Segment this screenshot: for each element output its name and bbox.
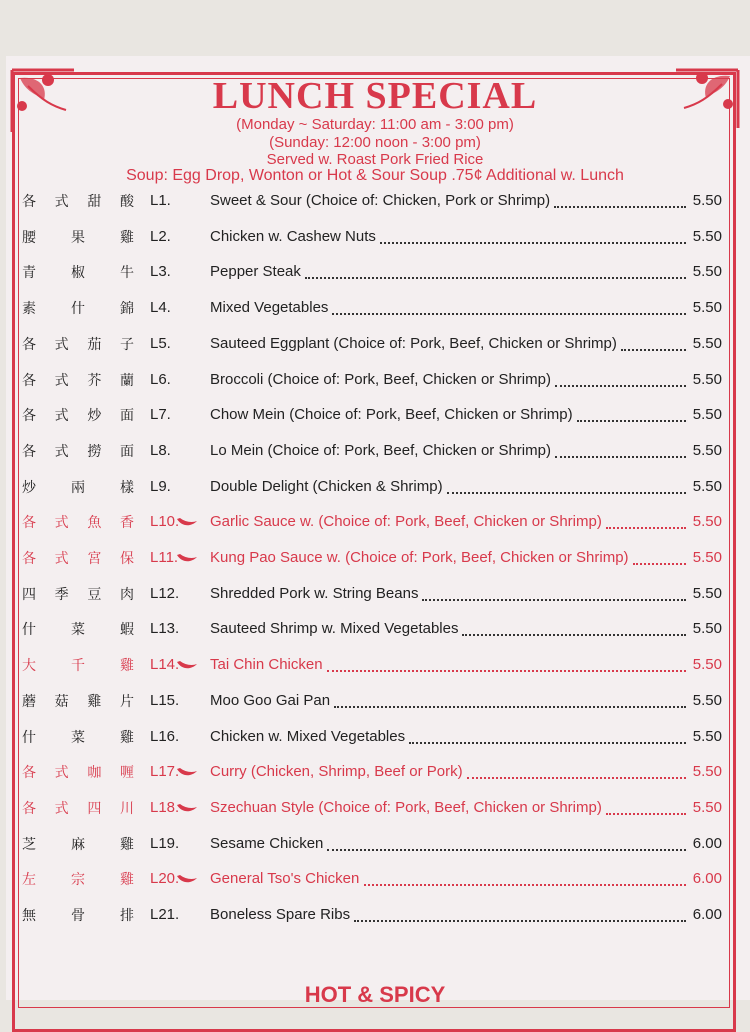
item-code: L13. [150,620,180,638]
dot-leader [555,454,686,458]
dot-leader [332,311,686,315]
item-chinese-name: 各 式 四 川 [22,800,134,817]
dot-leader [380,240,686,244]
dot-leader [409,740,686,744]
item-chinese-name: 大 千 雞 [22,658,134,675]
chili-pepper-icon [176,766,198,778]
item-code: L14. [150,656,180,674]
menu-item [0,684,750,718]
dot-leader [305,275,686,279]
item-chinese-name: 各 式 甜 酸 [22,194,134,210]
dot-leader [334,704,686,708]
item-name: Sauteed Eggplant (Choice of: Pork, Beef, Chicken or Shrimp) [210,334,617,352]
menu-item [0,577,750,611]
dot-leader [462,632,686,636]
item-chinese-name: 各 式 魚 香 [22,515,134,532]
item-price: 5.50 [692,763,722,781]
menu-item [0,541,750,575]
item-code: L17. [150,763,180,781]
dot-leader [633,561,686,565]
item-price: 5.50 [692,299,722,317]
hours-sunday: (Sunday: 12:00 noon - 3:00 pm) [269,134,481,151]
dot-leader [467,775,686,779]
item-price: 6.00 [692,834,722,852]
item-chinese-name: 四 季 豆 肉 [22,586,134,603]
menu-item [0,898,750,932]
item-name: Sesame Chicken [210,834,324,852]
item-chinese-name: 各 式 宮 保 [22,551,134,567]
menu-title: LUNCH SPECIAL [212,75,538,117]
item-code: L6. [150,370,171,388]
menu-item [0,255,750,289]
item-chinese-name: 素 什 錦 [22,301,134,318]
item-chinese-name: 無 骨 排 [22,908,134,924]
item-price: 5.50 [692,370,722,388]
item-chinese-name: 蘑 菇 雞 片 [22,693,134,710]
item-code: L2. [150,227,171,245]
item-code: L7. [150,406,171,424]
item-code: L4. [150,299,171,317]
item-price: 5.50 [692,227,722,245]
item-price: 5.50 [692,192,722,209]
item-name: Chow Mein (Choice of: Pork, Beef, Chicken or Shrimp) [210,406,573,424]
dot-leader [555,383,686,387]
dot-leader [327,847,686,851]
menu-item [0,398,750,432]
menu-item [0,505,750,539]
item-name: Tai Chin Chicken [210,656,323,674]
item-chinese-name: 腰 果 雞 [22,229,134,246]
menu-item [0,434,750,468]
item-chinese-name: 各 式 撈 面 [22,443,134,460]
item-price: 5.50 [692,620,722,638]
item-chinese-name: 什 菜 雞 [22,729,134,746]
item-name: Chicken w. Mixed Vegetables [210,727,406,745]
item-code: L19. [150,834,180,852]
item-code: L9. [150,477,171,495]
dot-leader [327,668,686,672]
item-price: 5.50 [692,656,722,674]
chili-pepper-icon [176,552,198,564]
dot-leader [354,918,686,922]
item-name: Boneless Spare Ribs [210,906,351,923]
chili-pepper-icon [176,659,198,671]
chili-pepper-icon [176,516,198,528]
item-code: L5. [150,334,171,352]
item-price: 5.50 [692,513,722,531]
item-name: Double Delight (Chicken & Shrimp) [210,477,443,495]
item-code: L21. [150,906,180,923]
menu-item [0,862,750,896]
item-price: 5.50 [692,263,722,281]
menu-item [0,363,750,397]
dot-leader [606,811,686,815]
item-price: 5.50 [692,691,722,709]
soup-note: Soup: Egg Drop, Wonton or Hot & Sour Soup .75¢ Additional w. Lunch [126,167,624,184]
item-name: Kung Pao Sauce w. (Choice of: Pork, Beef, Chicken or Shrimp) [210,549,629,566]
dot-leader [364,882,686,886]
item-price: 5.50 [692,549,722,566]
item-code: L16. [150,727,180,745]
item-price: 5.50 [692,798,722,816]
item-code: L18. [150,798,180,816]
item-price: 5.50 [692,406,722,424]
item-code: L1. [150,192,171,209]
item-chinese-name: 青 椒 牛 [22,265,134,282]
item-name: Curry (Chicken, Shrimp, Beef or Pork) [210,763,463,781]
menu-item [0,720,750,754]
item-chinese-name: 各 式 芥 蘭 [22,372,134,389]
item-name: Chicken w. Cashew Nuts [210,227,376,245]
item-chinese-name: 各 式 炒 面 [22,408,134,425]
item-chinese-name: 芝 麻 雞 [22,836,134,853]
dot-leader [422,597,686,601]
item-chinese-name: 左 宗 雞 [22,872,134,889]
menu-item [0,327,750,361]
item-chinese-name: 什 菜 蝦 [22,622,134,639]
menu-item [0,827,750,861]
item-price: 6.00 [692,870,722,888]
item-name: Sweet & Sour (Choice of: Chicken, Pork or Shrimp) [210,192,551,209]
item-name: Sauteed Shrimp w. Mixed Vegetables [210,620,459,638]
served-with: Served w. Roast Pork Fried Rice [266,151,484,168]
dot-leader [577,418,686,422]
menu-item [0,220,750,254]
item-code: L10. [150,513,180,531]
chili-pepper-icon [176,873,198,885]
item-code: L12. [150,584,180,602]
item-name: Szechuan Style (Choice of: Pork, Beef, Chicken or Shrimp) [210,798,602,816]
hot-spicy-heading: HOT & SPICY [304,982,446,1007]
item-name: Mixed Vegetables [210,299,329,317]
menu-item [0,470,750,504]
item-price: 5.50 [692,584,722,602]
item-name: Pepper Steak [210,263,301,281]
item-code: L3. [150,263,171,281]
item-chinese-name: 炒 兩 樣 [22,479,134,496]
item-code: L11. [150,549,179,566]
hours-weekday: (Monday ~ Saturday: 11:00 am - 3:00 pm) [236,116,514,133]
item-code: L20. [150,870,180,888]
menu-item [0,791,750,825]
menu-item [0,291,750,325]
dot-leader [606,525,686,529]
item-code: L8. [150,441,171,459]
dot-leader [447,490,686,494]
dot-leader [621,347,686,351]
item-name: Shredded Pork w. String Beans [210,584,419,602]
item-price: 5.50 [692,727,722,745]
menu-item [0,184,750,218]
item-price: 5.50 [692,334,722,352]
menu-item [0,755,750,789]
item-price: 5.50 [692,477,722,495]
chili-pepper-icon [176,802,198,814]
menu-item [0,648,750,682]
dot-leader [554,204,686,208]
item-price: 6.00 [692,906,722,923]
item-name: General Tso's Chicken [210,870,360,888]
item-code: L15. [150,691,180,709]
item-chinese-name: 各 式 茄 子 [22,336,134,353]
item-name: Moo Goo Gai Pan [210,691,331,709]
item-name: Lo Mein (Choice of: Pork, Beef, Chicken or Shrimp) [210,441,551,459]
item-name: Garlic Sauce w. (Choice of: Pork, Beef, Chicken or Shrimp) [210,513,602,531]
item-chinese-name: 各 式 咖 喱 [22,765,134,782]
item-name: Broccoli (Choice of: Pork, Beef, Chicken or Shrimp) [210,370,551,388]
menu-item [0,612,750,646]
item-price: 5.50 [692,441,722,459]
